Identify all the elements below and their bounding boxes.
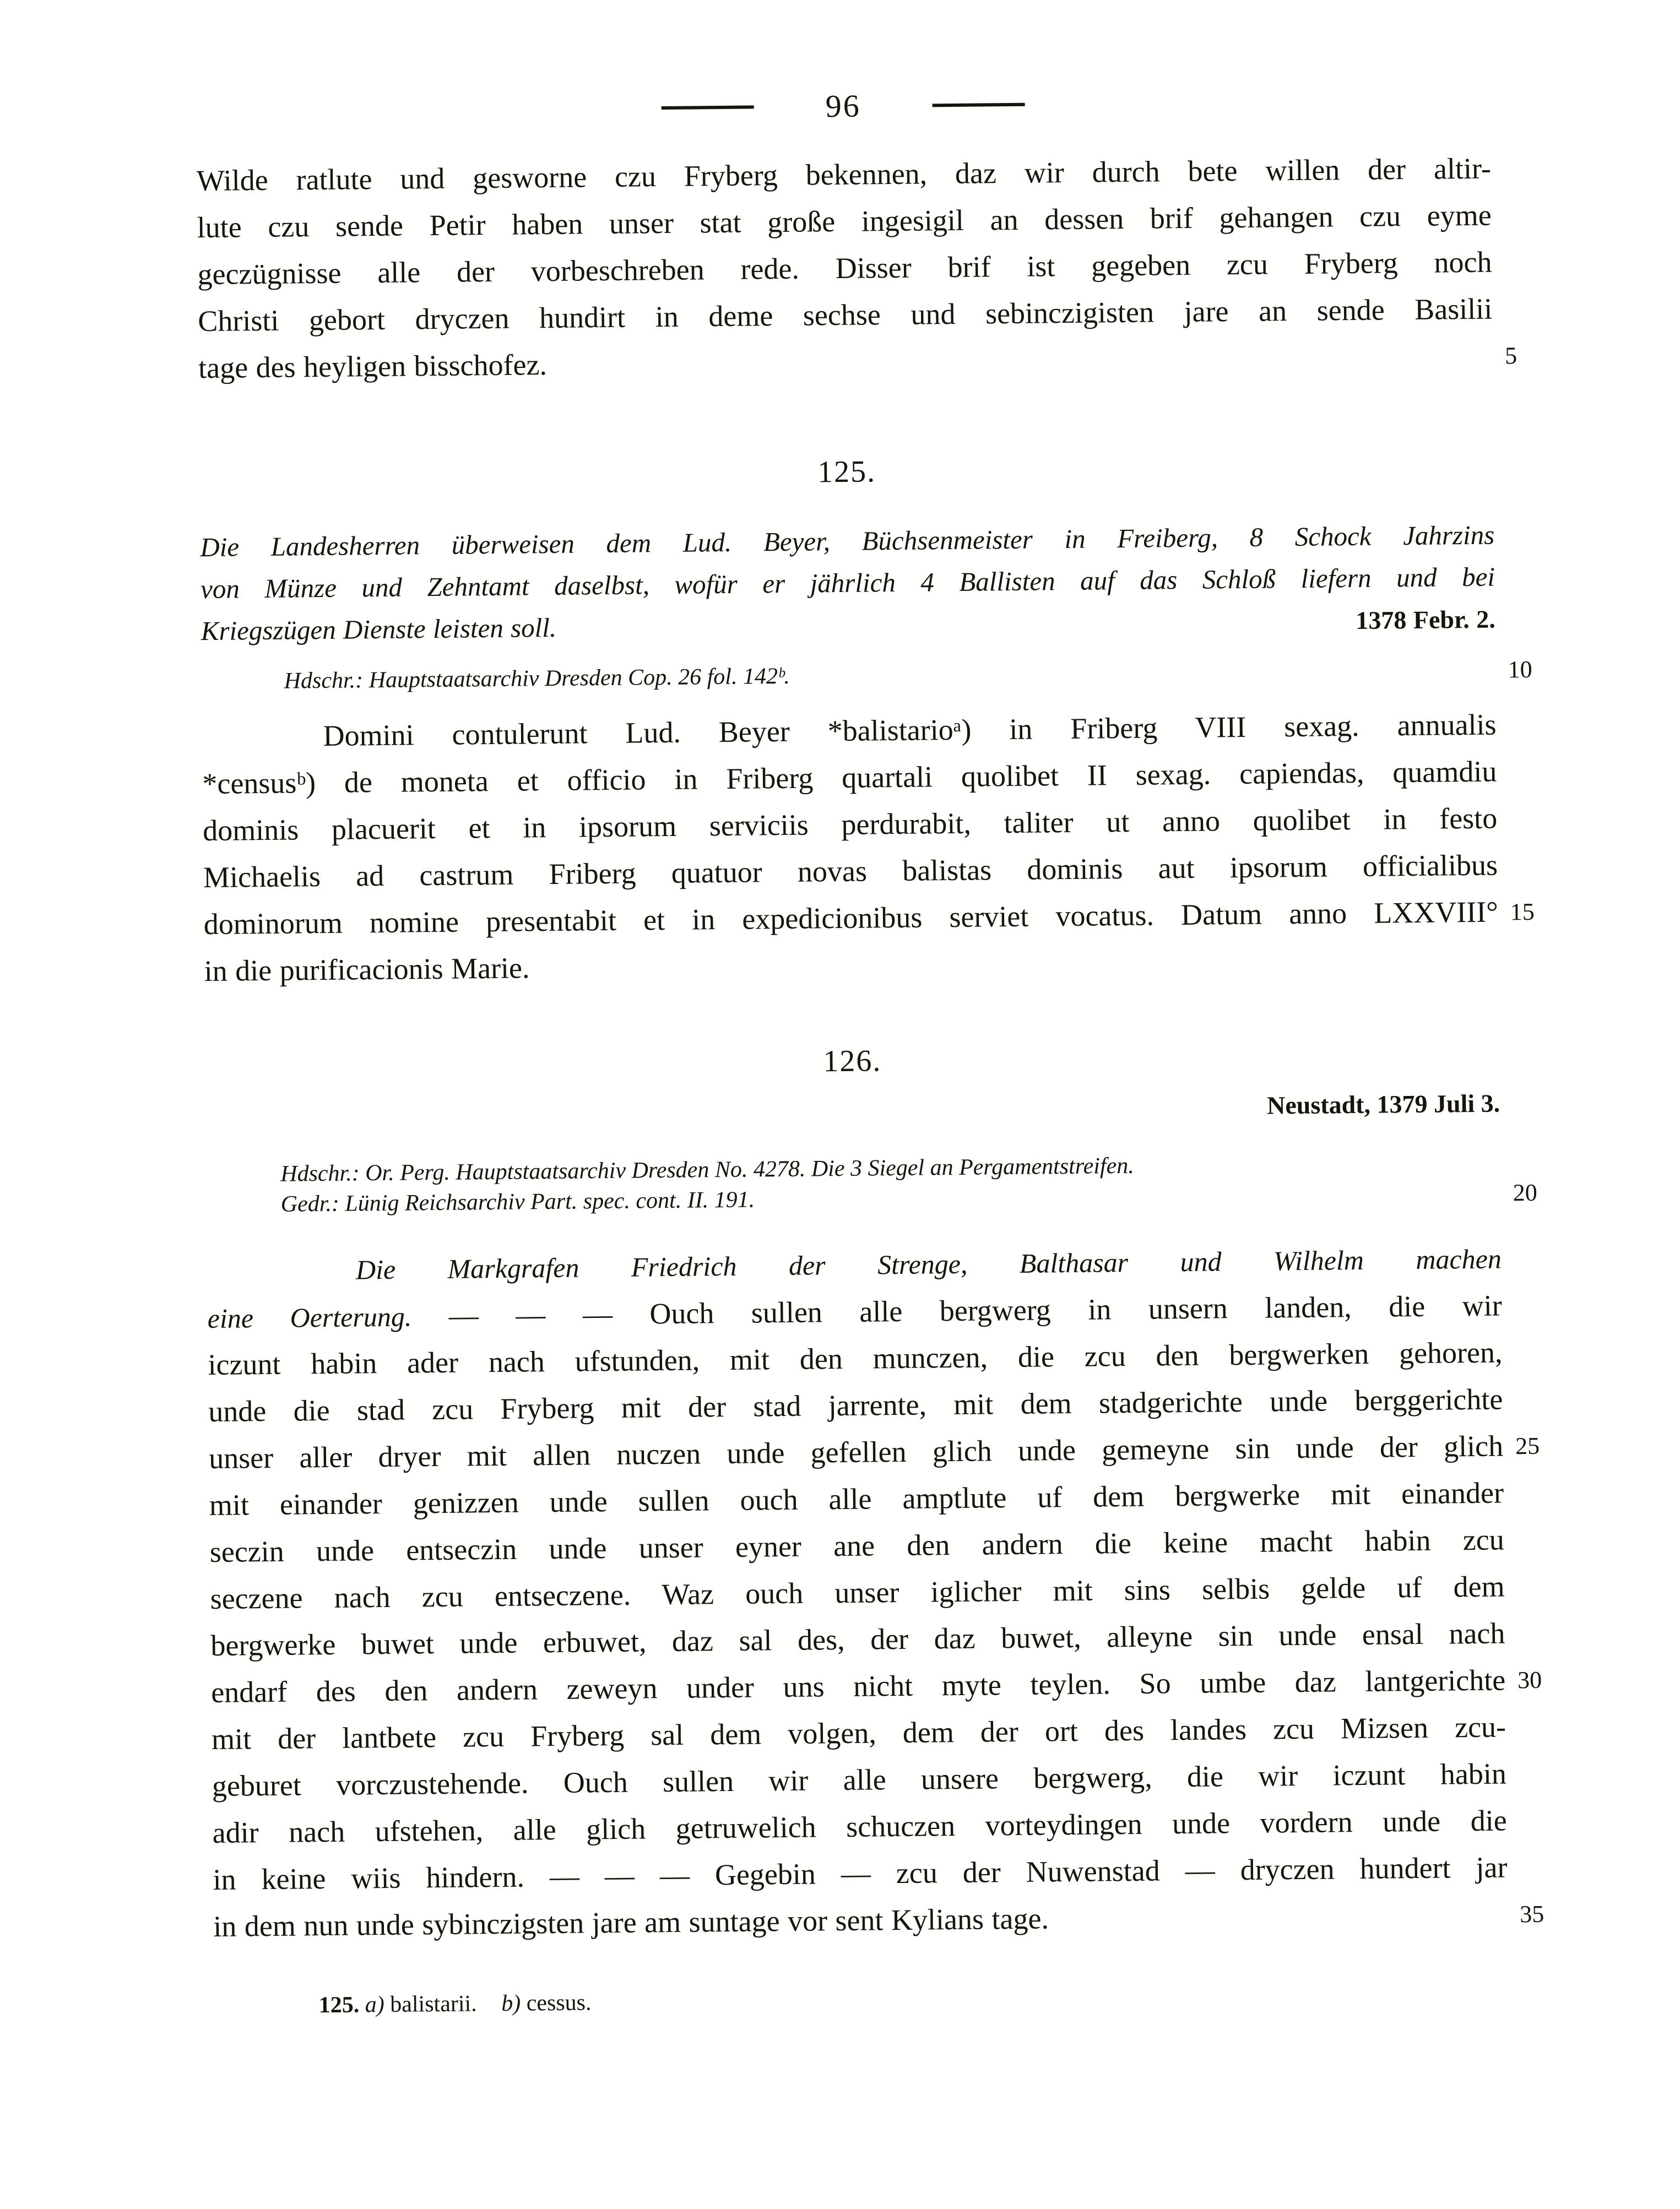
text-line: unde die stad zcu Fryberg mit der stad jarrente, mit dem stadgerichte unde berggerichte: [208, 1382, 1503, 1429]
regest-line: Die Landesherren überweisen dem Lud. Beyer, Büchsenmeister in Freiberg, 8 Schock Jahrzins: [200, 519, 1495, 563]
continuation-paragraph: [197, 145, 1493, 392]
margin-line-number-30: 30: [1517, 1666, 1542, 1694]
text-line: iczunt habin ader nach ufstunden, mit den munczen, die zcu den bergwerken gehoren,: [208, 1336, 1503, 1382]
entry-126-number: 126.: [823, 1044, 882, 1079]
entry-125-source: Hdschr.: Hauptstaatsarchiv Dresden Cop. 26 fol. 142ᵇ.: [284, 663, 790, 694]
text-line: lute czu sende Petir haben unser stat große ingesigil an dessen brif gehangen czu eyme: [197, 198, 1492, 245]
entry-125-date: 1378 Febr. 2.: [1356, 605, 1495, 634]
text-line: tage des heyligen bisschofez.: [198, 348, 548, 385]
page-number-rule-right: [933, 102, 1025, 107]
text-line: endarf des den andern zeweyn under uns nicht myte teylen. So umbe daz lantgerichte: [210, 1663, 1506, 1709]
margin-line-number-10: 10: [1508, 655, 1532, 683]
regest-line: Die Markgrafen Friedrich der Strenge, Balthasar und Wilhelm machen: [355, 1243, 1502, 1285]
text-line: in keine wiis hindern. — — — Gegebin — zcu der Nuwenstad — dryczen hundert jar: [213, 1850, 1508, 1897]
text-line: seczin unde entseczin unde unser eyner ane den andern die keine macht habin zcu: [209, 1523, 1505, 1569]
entry-125-number: 125.: [817, 454, 876, 490]
text-line: seczene nach zcu entseczene. Waz ouch unser iglicher mit sins selbis gelde uf dem: [210, 1570, 1505, 1616]
margin-line-number-20: 20: [1513, 1179, 1537, 1207]
entry-126-text: [207, 1236, 1508, 1950]
entry-125-regest: [200, 514, 1495, 653]
footnote-text-b: cessus.: [526, 1990, 592, 2016]
text-line: Christi gebort dryczen hundirt in deme sechse und sebinczigisten jare an sende Basilii: [198, 292, 1493, 338]
text-line: dominorum nomine presentabit et in expedicionibus serviet vocatus. Datum anno LXXVIII°: [203, 895, 1499, 941]
margin-line-number-35: 35: [1520, 1900, 1544, 1928]
entry-126-sources: [206, 1148, 1501, 1221]
entry-126-date: Neustadt, 1379 Juli 3.: [1266, 1089, 1500, 1120]
page-number-rule-left: [662, 105, 754, 110]
page-number: 96: [825, 88, 861, 124]
text-line: adir nach ufstehen, alle glich getruwelich schuczen vorteydingen unde vordern unde die: [212, 1804, 1507, 1850]
text-line: Wilde ratlute und gesworne czu Fryberg bekennen, daz wir durch bete willen der altir-: [196, 151, 1492, 198]
text-line: bergwerke buwet unde erbuwet, daz sal des, der daz buwet, alleyne sin unde ensal nach: [210, 1616, 1505, 1663]
text-line: *censusᵇ) de moneta et officio in Friberg quartali quolibet II sexag. capiendas, quamdiu: [202, 755, 1497, 801]
text-line-segment: — — — Ouch sullen alle bergwerg in unsern landen, die wir: [448, 1289, 1502, 1332]
text-line: mit einander genizzen unde sullen ouch alle amptlute uf dem bergwerke mit einander: [209, 1476, 1504, 1522]
regest-line: von Münze und Zehntamt daselbst, wofür er jährlich 4 Ballisten auf das Schloß liefern und bei: [200, 561, 1495, 605]
margin-line-number-5: 5: [1504, 342, 1518, 370]
entry-126-source-hdschr: Hdschr.: Or. Perg. Hauptstaatsarchiv Dresden No. 4278. Die 3 Siegel an Pergamentstreifen.: [280, 1153, 1134, 1187]
margin-line-number-25: 25: [1515, 1432, 1540, 1460]
text-line: geczügnisse alle der vorbeschreben rede. Disser brif ist gegeben zcu Fryberg noch: [197, 245, 1492, 291]
regest-line-text: eine Oerterung.: [207, 1301, 412, 1334]
text-line: Michaelis ad castrum Friberg quatuor novas balistas dominis aut ipsorum officialibus: [203, 848, 1498, 894]
footnote-marker-a: a): [365, 1992, 384, 2018]
entry-126-source-gedr: Gedr.: Lünig Reichsarchiv Part. spec. cont. II. 191.: [280, 1187, 755, 1217]
entry-125-text: [202, 702, 1499, 995]
text-line: mit der lantbete zcu Fryberg sal dem volgen, dem der ort des landes zcu Mizsen zcu-: [211, 1710, 1506, 1756]
footnote-entry-label: 125.: [318, 1992, 360, 2018]
footnote: [214, 1978, 1613, 2022]
margin-line-number-15: 15: [1510, 898, 1535, 926]
text-line: geburet vorczustehende. Ouch sullen wir alle unsere bergwerg, die wir iczunt habin: [212, 1757, 1507, 1803]
text-line: in die purificacionis Marie.: [204, 951, 530, 988]
regest-line-text: Kriegszügen Dienste leisten soll.: [200, 612, 557, 647]
footnote-marker-b: b): [501, 1990, 521, 2016]
footnote-text-a: balistarii.: [390, 1991, 477, 2017]
text-line: Domini contulerunt Lud. Beyer *balistarioᵃ) in Friberg VIII sexag. annualis: [323, 708, 1497, 752]
text-line: in dem nun unde sybinczigsten jare am suntage vor sent Kylians tage.: [213, 1902, 1049, 1944]
text-line: unser aller dryer mit allen nuczen unde gefellen glich unde gemeyne sin unde der glich: [208, 1429, 1504, 1475]
text-line: dominis placuerit et in ipsorum serviciis perdurabit, taliter ut anno quolibet in festo: [202, 801, 1498, 848]
page-header: [196, 77, 1491, 136]
